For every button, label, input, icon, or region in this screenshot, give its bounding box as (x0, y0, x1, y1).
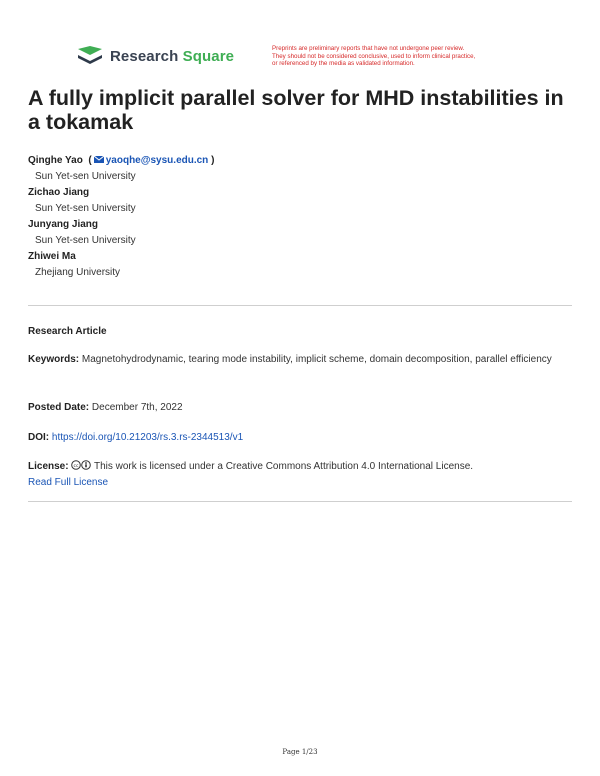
disclaimer-line: They should not be considered conclusive, used to inform clinical practice, (272, 52, 476, 60)
author-entry (28, 218, 568, 250)
keywords-label: Keywords: (28, 354, 80, 365)
divider (28, 501, 572, 502)
author-entry (28, 186, 568, 218)
keywords-text: Magnetohydrodynamic, tearing mode instability, implicit scheme, domain decomposition, parallel efficiency (81, 354, 552, 365)
email-open-paren: ( (85, 155, 92, 166)
license (28, 459, 568, 491)
article-type-text: Research Article (28, 326, 107, 337)
disclaimer-line: Preprints are preliminary reports that have not undergone peer review. (272, 45, 465, 52)
brand-research: Research (110, 47, 179, 65)
author-name: Junyang Jiang (28, 219, 99, 230)
author-list (28, 154, 568, 282)
author-affiliation: Sun Yet-sen University (35, 171, 136, 182)
research-square-logo[interactable] (76, 45, 234, 67)
author-name: Zichao Jiang (28, 187, 90, 198)
license-text: This work is licensed under a Creative Commons Attribution 4.0 International License. (93, 461, 474, 472)
email-icon (94, 156, 104, 163)
email-close-paren: ) (208, 155, 215, 166)
author-email-link[interactable]: yaoqhe@sysu.edu.cn (105, 155, 209, 166)
doi-label: DOI: (28, 432, 50, 443)
svg-text:cc: cc (73, 464, 79, 470)
preprint-disclaimer (272, 45, 552, 68)
posted-date (28, 400, 568, 416)
license-label: License: (28, 461, 69, 472)
posted-date-value: December 7th, 2022 (91, 402, 183, 413)
article-type (28, 324, 568, 340)
author-entry (28, 250, 568, 282)
keywords (28, 352, 568, 368)
disclaimer-line: or referenced by the media as validated information. (272, 60, 415, 68)
doi-link[interactable]: https://doi.org/10.21203/rs.3.rs-2344513/v1 (51, 432, 244, 443)
read-full-license-link[interactable]: Read Full License (28, 477, 109, 488)
author-entry (28, 154, 568, 186)
posted-date-label: Posted Date: (28, 402, 90, 413)
brand-name (110, 48, 234, 65)
author-name: Zhiwei Ma (28, 251, 76, 262)
doi (28, 430, 568, 446)
author-name (28, 154, 568, 168)
creative-commons-icon (71, 460, 81, 470)
page-number: Page 1/23 (282, 748, 318, 756)
author-affiliation: Zhejiang University (35, 267, 121, 278)
author-affiliation: Sun Yet-sen University (35, 203, 136, 214)
paper-title: A fully implicit parallel solver for MHD instabilities in a tokamak (28, 86, 564, 134)
divider (28, 305, 572, 306)
author-affiliation: Sun Yet-sen University (35, 235, 136, 246)
research-square-logo-icon (76, 45, 104, 67)
brand-square: Square (182, 47, 235, 65)
author-name-text: Qinghe Yao (28, 155, 83, 166)
attribution-icon (81, 460, 91, 470)
